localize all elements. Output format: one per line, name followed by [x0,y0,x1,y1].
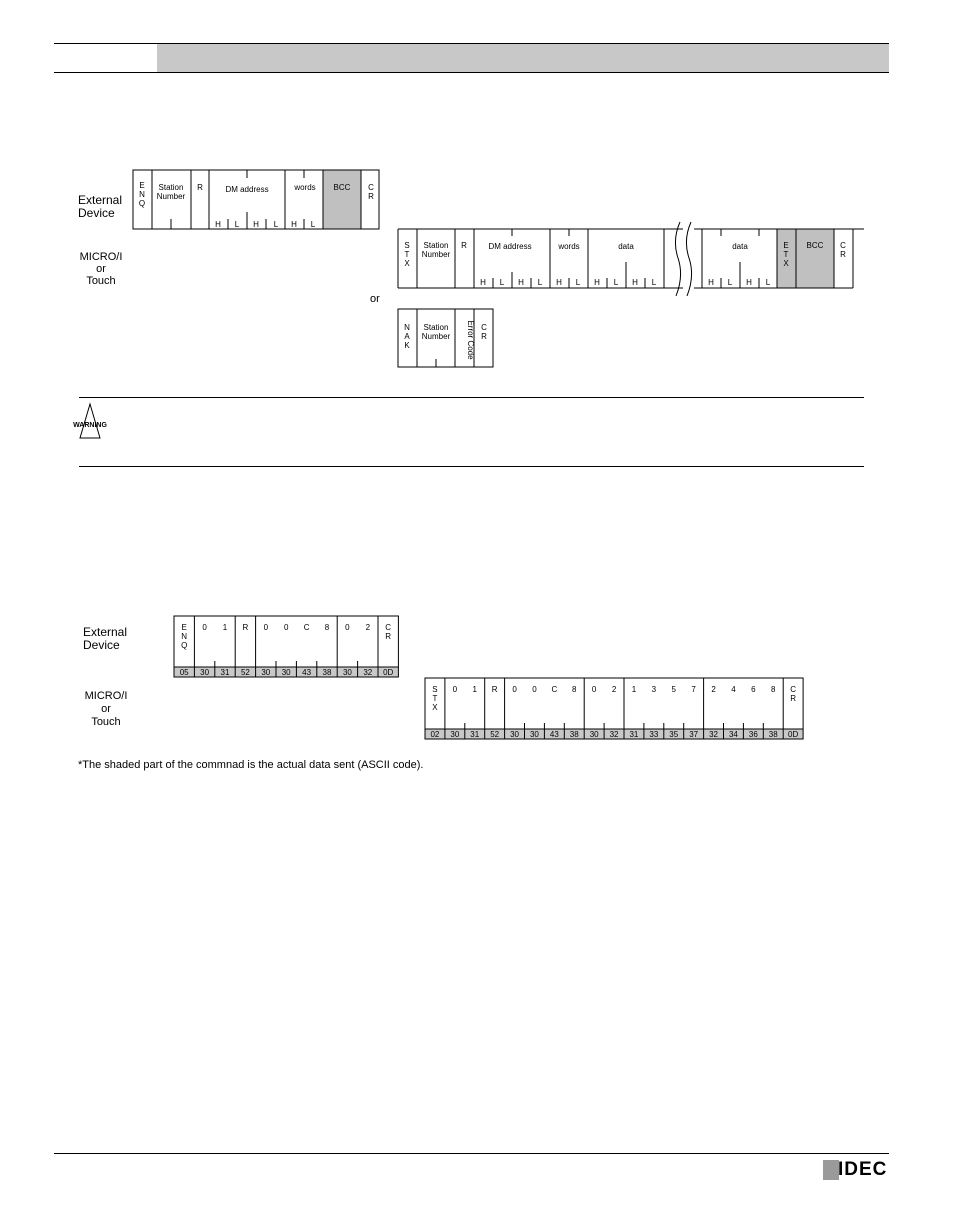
frame-char: R [790,694,797,703]
frame-char: 0 [202,623,207,632]
frame-char: 1 [631,685,637,694]
res-r: R [461,241,467,250]
frame-code: 36 [748,730,758,739]
frame-code: 30 [200,668,210,677]
logo-mark [823,1160,839,1180]
micro-touch-label-2: MICRO/I or Touch [84,690,128,728]
res-data1-l1: L [613,278,619,287]
frame-char: R [385,632,392,641]
frame-char: R [242,623,249,632]
res-etx-x: X [783,259,789,268]
external-device-label-1: External Device [78,193,123,220]
frame-code: 30 [510,730,520,739]
frame-char: C [303,623,310,632]
res-data-2: data [732,242,748,251]
frame-char: C [790,685,797,694]
frame-char: 1 [222,623,228,632]
req-enq-q: Q [138,199,146,208]
res-dm-l1: L [499,278,505,287]
micro-touch-label-1: MICRO/I or Touch [79,251,123,287]
frame-code: 37 [689,730,699,739]
frame-char: 1 [472,685,477,694]
frame-code: 30 [450,730,460,739]
res-data1-h1: H [594,278,600,287]
warning-icon [73,404,107,438]
warning-top-rule [79,397,864,398]
frame-char: 4 [731,685,736,694]
req-cr-r: R [368,192,374,201]
res-data2-h1: H [708,278,714,287]
bcc-shade [323,170,361,229]
footer-rule [54,1153,889,1154]
or-label: or [370,293,380,305]
req-dm-address: DM address [225,185,269,194]
frame-diagram-2 [0,600,954,750]
svg-text:WARNING: WARNING [73,422,107,429]
frame-char: Q [181,641,188,650]
frame-char: 2 [611,685,617,694]
frame-code: 05 [179,668,189,677]
idec-logo: IDEC [838,1159,888,1180]
req-bcc: BCC [333,183,351,192]
res-station-2: Number [421,250,451,259]
external-device-label-2: External Device [83,625,128,652]
req-station-1: Station [158,183,184,192]
frame-char: 0 [591,685,597,694]
frame-char: 0 [452,685,458,694]
frame-code: 0D [788,730,799,739]
res-data2-h2: H [746,278,752,287]
frame-code: 38 [768,730,778,739]
frame-code: 32 [609,730,619,739]
example-request-frame [174,616,398,677]
ng-station-1: Station [423,323,449,332]
frame-char: 2 [711,685,716,694]
res-data2-l1: L [727,278,733,287]
req-enq-e: E [139,181,145,190]
req-dm-h1: H [215,220,221,229]
frame-code: 30 [589,730,599,739]
frame-char: 6 [751,685,756,694]
frame-char: 8 [771,685,776,694]
example-response-frame [425,678,803,739]
frame-char: 0 [532,685,537,694]
res-cr-r: R [840,250,846,259]
req-enq-n: N [139,190,145,199]
res-cr-c: C [840,241,846,250]
ng-error-code: Error Code [466,320,475,360]
res-stx-x: X [404,259,410,268]
req-r: R [197,183,203,192]
res-etx-e: E [783,241,789,250]
ng-nak-a: A [404,332,410,341]
res-data1-h2: H [632,278,638,287]
frame-code: 02 [430,730,440,739]
frame-code: 31 [470,730,480,739]
frame-char: 3 [651,685,657,694]
frame-code: 31 [629,730,639,739]
frame-code: 32 [363,668,373,677]
frame-code: 31 [220,668,230,677]
res-data-1: data [618,242,634,251]
res-stx-s: S [404,241,410,250]
frame-char: N [181,632,188,641]
frame-char: 2 [365,623,371,632]
frame-code: 43 [302,668,312,677]
res-data1-l2: L [651,278,657,287]
response-ok-frame [398,222,864,296]
res-dm-h1: H [480,278,486,287]
frame-code: 52 [490,730,500,739]
frame-char: C [385,623,392,632]
frame-code: 30 [261,668,271,677]
ng-cr-c: C [481,323,487,332]
frame-char: S [432,685,438,694]
frame-char: 0 [283,623,289,632]
res-etx-t: T [783,250,789,259]
req-station-2: Number [156,192,186,201]
res-data2-l2: L [765,278,771,287]
req-dm-l1: L [234,220,240,229]
frame-code: 30 [529,730,539,739]
frame-char: X [432,703,438,712]
frame-code: 30 [281,668,291,677]
frame-code: 34 [728,730,738,739]
frame-code: 33 [649,730,659,739]
frame-char: 0 [512,685,517,694]
warning-bottom-rule [79,466,864,467]
frame-code: 30 [342,668,352,677]
ng-cr-r: R [481,332,487,341]
req-dm-l2: L [273,220,279,229]
frame-code: 38 [569,730,579,739]
res-stx-t: T [404,250,410,259]
frame-char: T [432,694,438,703]
frame-code: 35 [669,730,679,739]
frame-code: 38 [322,668,332,677]
frame-code: 52 [240,668,250,677]
frame-char: E [181,623,187,632]
req-words-h: H [291,220,297,229]
ng-nak-n: N [404,323,410,332]
frame-char: R [491,685,498,694]
frame-code: 43 [549,730,559,739]
res-dm-l2: L [537,278,543,287]
ng-station-2: Number [421,332,451,341]
frame-char: 8 [324,623,330,632]
res-station-1: Station [423,241,449,250]
footnote: *The shaded part of the commnad is the actual data sent (ASCII code). [78,759,424,771]
frame-code: 32 [709,730,719,739]
frame-char: 0 [263,623,269,632]
req-cr-c: C [368,183,374,192]
req-words-l: L [310,220,316,229]
res-dm-address: DM address [488,242,532,251]
frame-char: C [551,685,558,694]
req-words: words [294,183,316,192]
res-bcc: BCC [806,241,824,250]
frame-code: 0D [383,668,394,677]
req-dm-h2: H [253,220,259,229]
frame-char: 5 [671,685,676,694]
frame-char: 8 [572,685,577,694]
frame-char: 0 [345,623,350,632]
res-words: words [558,242,580,251]
res-words-h: H [556,278,562,287]
res-dm-h2: H [518,278,524,287]
frame-char: 7 [691,685,696,694]
ng-nak-k: K [404,341,410,350]
res-words-l: L [575,278,581,287]
